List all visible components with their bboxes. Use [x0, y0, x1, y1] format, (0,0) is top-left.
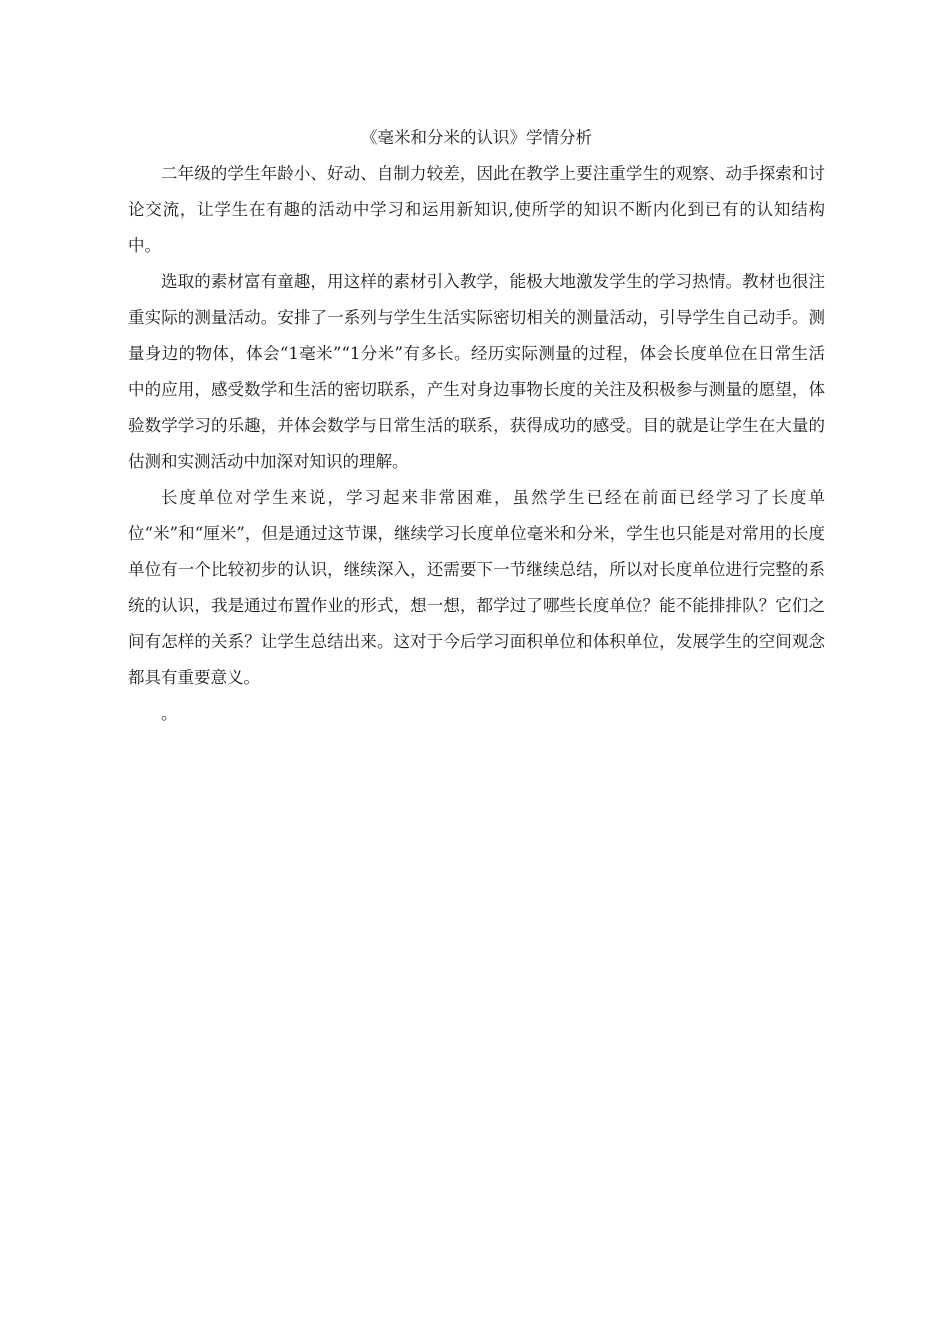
paragraph-teaching-materials: 选取的素材富有童趣，用这样的素材引入教学，能极大地激发学生的学习热情。教材也很注重实际的测量活动。安排了一系列与学生生活实际密切相关的测量活动，引导学生自己动手。测量身边的物体，体会“1毫米”“1分米”有多长。经历实际测量的过程，体会长度单位在日常生活中的应用，感受数学和生活的密切联系，产生对身边事物长度的关注及积极参与测量的愿望，体验数学学习的乐趣，并体会数学与日常生活的联系，获得成功的感受。目的就是让学生在大量的估测和实测活动中加深对知识的理解。: [128, 272, 825, 471]
document-title: 《毫米和分米的认识》学情分析: [361, 128, 592, 147]
trailing-punctuation: 。: [161, 704, 178, 723]
document-body: [128, 120, 825, 732]
paragraph-learning-difficulty: 长度单位对学生来说，学习起来非常困难，虽然学生已经在前面已经学习了长度单位“米”和“厘米”，但是通过这节课，继续学习长度单位毫米和分米，学生也只能是对常用的长度单位有一个比较初步的认识，继续深入，还需要下一节继续总结，所以对长度单位进行完整的系统的认识，我是通过布置作业的形式，想一想，都学过了哪些长度单位？能不能排排队？它们之间有怎样的关系？让学生总结出来。这对于今后学习面积单位和体积单位，发展学生的空间观念都具有重要意义。: [128, 488, 825, 687]
paragraph-learner-characteristics: 二年级的学生年龄小、好动、自制力较差，因此在教学上要注重学生的观察、动手探索和讨论交流，让学生在有趣的活动中学习和运用新知识,使所学的知识不断内化到已有的认知结构中。: [128, 164, 825, 255]
